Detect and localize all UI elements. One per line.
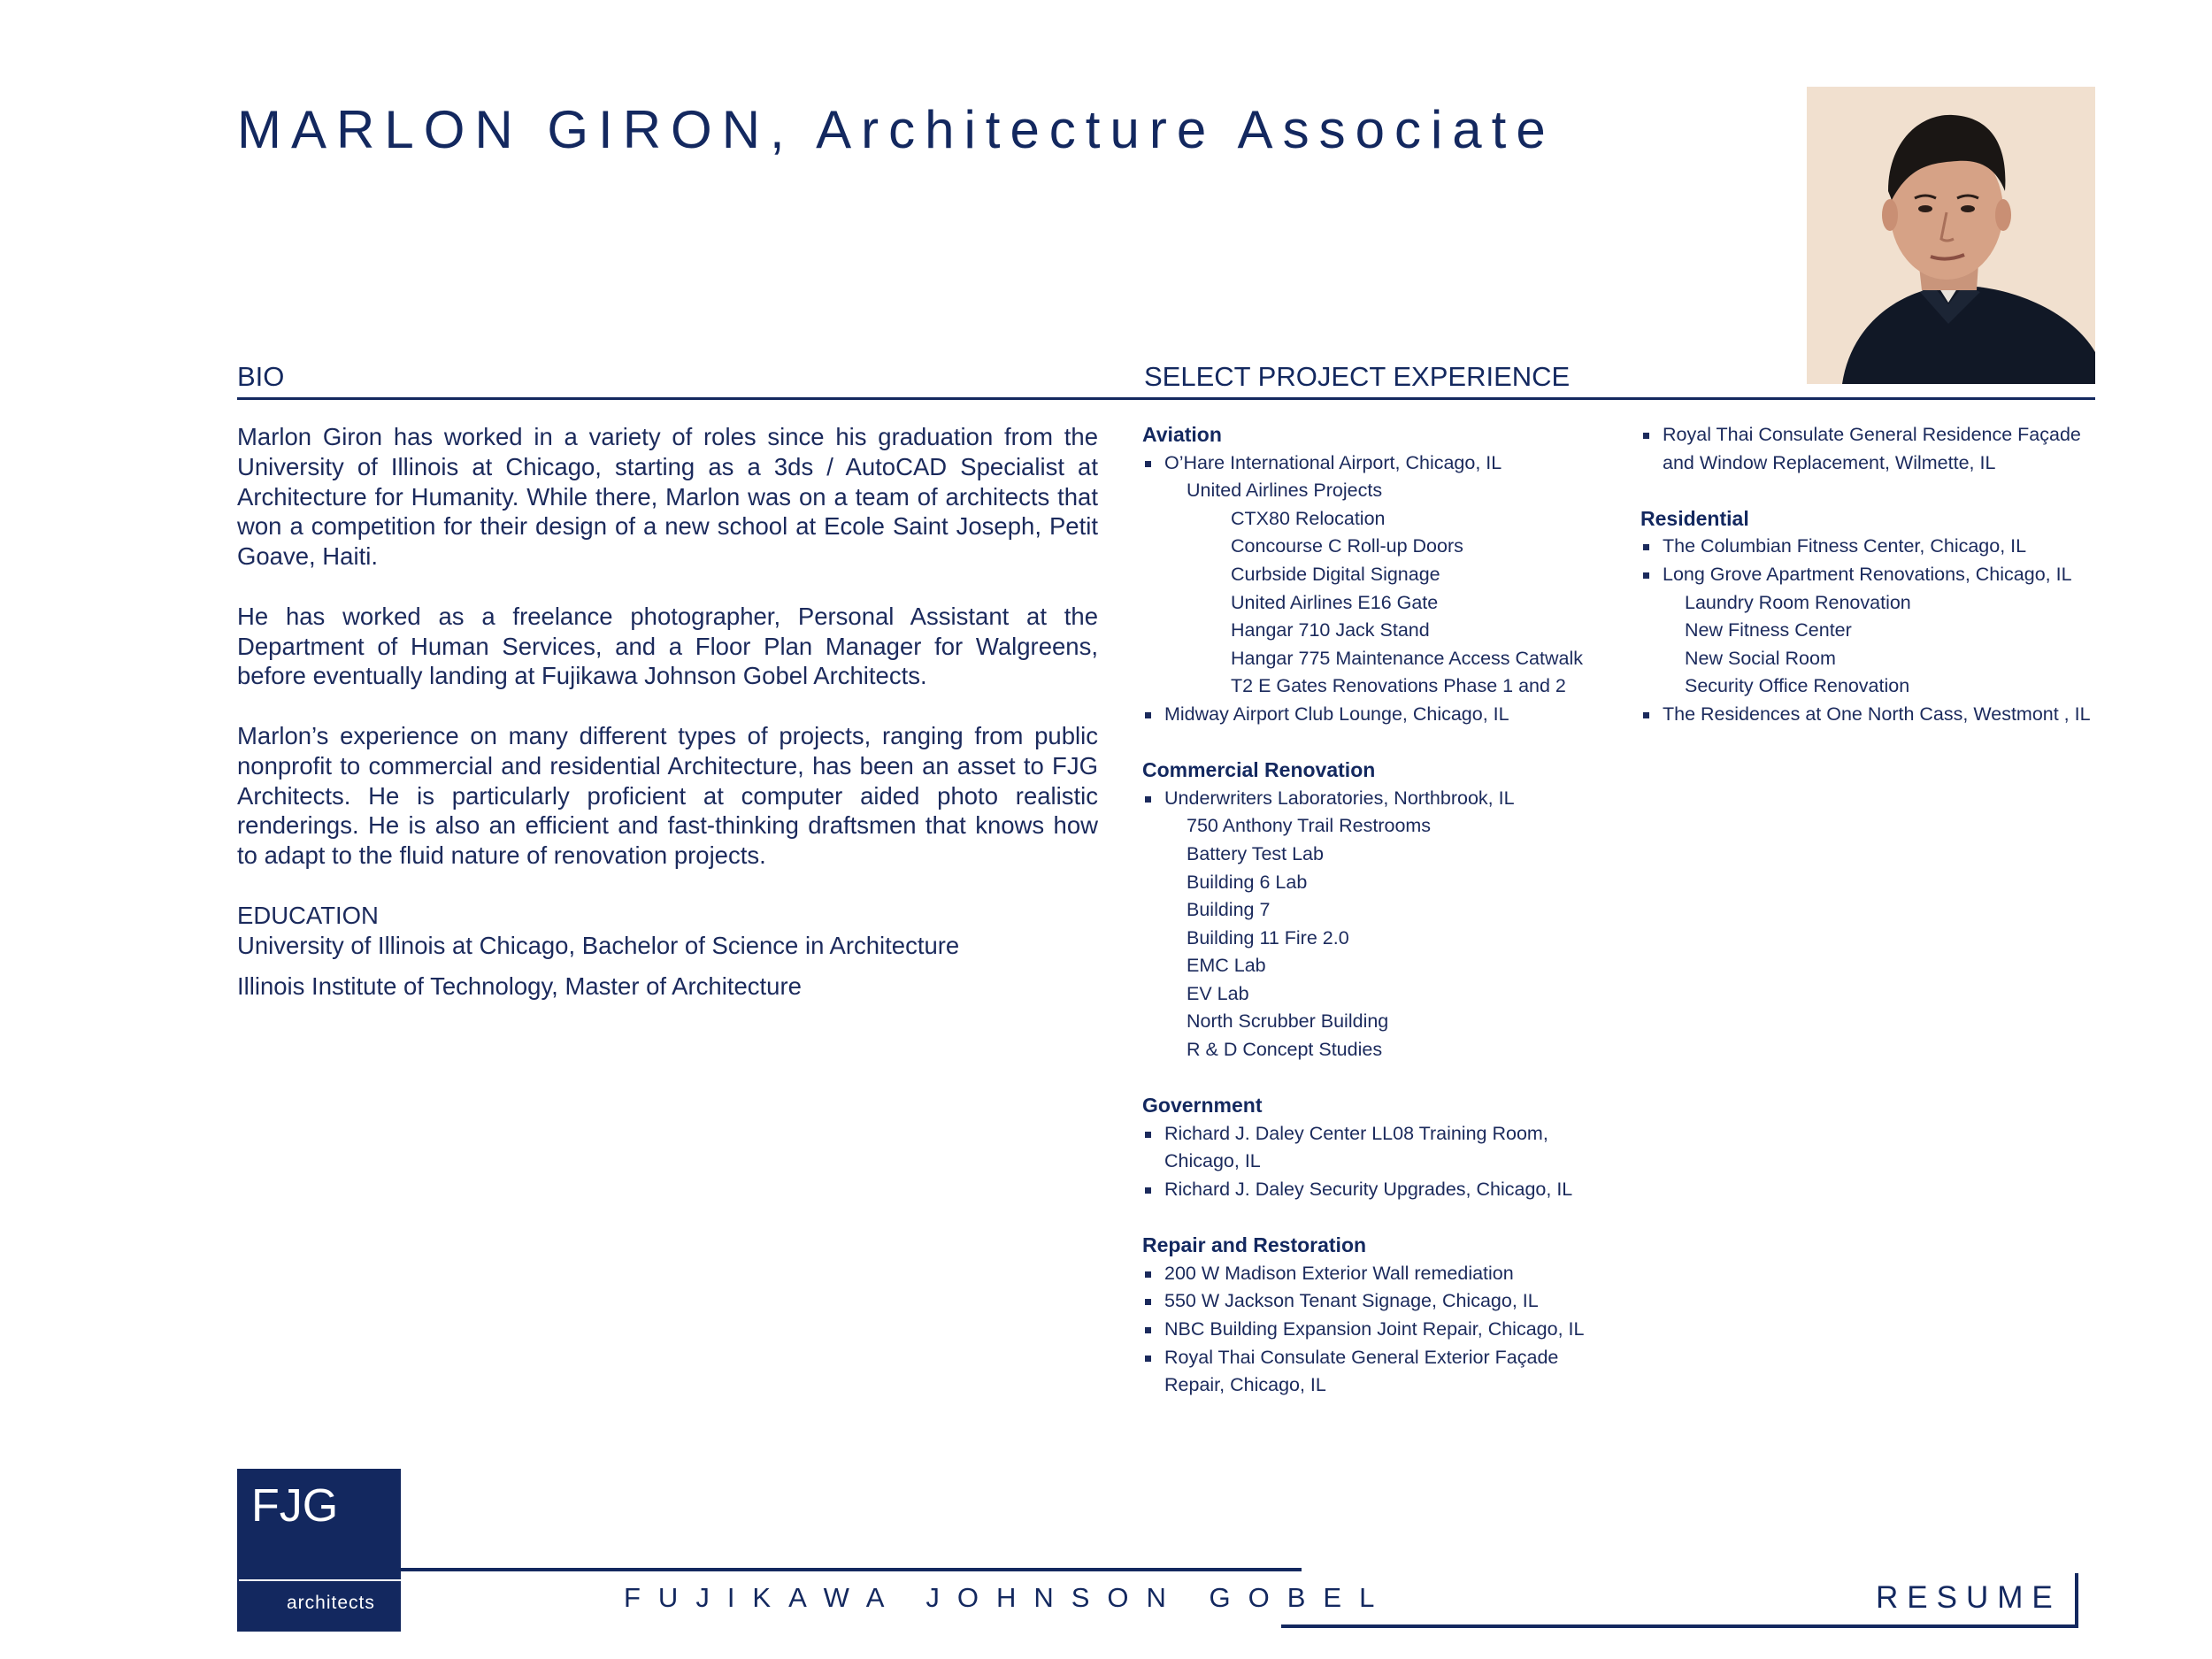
project-subitem: Hangar 710 Jack Stand	[1231, 619, 1430, 641]
bio-paragraph: He has worked as a freelance photographer, Personal Assistant at the Department of Human Services, and a Floor Plan Manager for Walgreens, before eventually landing at Fujikawa Johnson Gobel Architects.	[237, 602, 1098, 690]
project-item: NBC Building Expansion Joint Repair, Chicago, IL	[1142, 1316, 1638, 1344]
logo-text: FJG	[251, 1480, 339, 1532]
project-subitem: EV Lab	[1187, 982, 1249, 1004]
bio-heading: BIO	[237, 361, 285, 392]
project-experience-heading: SELECT PROJECT EXPERIENCE	[1144, 361, 1571, 392]
footer-rule	[1281, 1624, 2078, 1628]
project-subitem: Security Office Renovation	[1685, 675, 1910, 697]
category-residential: Residential	[1640, 506, 1749, 530]
project-subgroup: United Airlines Projects	[1187, 480, 1383, 502]
page-title: MARLON GIRON, Architecture Associate	[237, 100, 1555, 159]
project-subitem: Hangar 775 Maintenance Access Catwalk	[1231, 647, 1583, 669]
project-list-left	[1142, 421, 1638, 1400]
project-subitem: Building 6 Lab	[1187, 871, 1308, 893]
category-government: Government	[1142, 1094, 1263, 1118]
footer-rule	[401, 1568, 1302, 1571]
project-subitem: CTX80 Relocation	[1231, 507, 1386, 529]
project-item: The Columbian Fitness Center, Chicago, IL	[1640, 533, 2101, 561]
education-item: Illinois Institute of Technology, Master of Architecture	[237, 972, 802, 1001]
project-item: 200 W Madison Exterior Wall remediation	[1142, 1260, 1638, 1288]
project-item: Underwriters Laboratories, Northbrook, IL	[1142, 785, 1638, 813]
education-heading: EDUCATION	[237, 901, 379, 929]
logo-subtext: architects	[287, 1593, 375, 1613]
category-aviation: Aviation	[1142, 423, 1222, 446]
firm-name: FUJIKAWA JOHNSON GOBEL	[624, 1582, 1393, 1613]
project-subitem: T2 E Gates Renovations Phase 1 and 2	[1231, 675, 1566, 697]
bio-paragraph: Marlon’s experience on many different types of projects, ranging from public nonprofit to commercial and residential Architecture, has been an asset to FJG Architects. He is particularly proficient at computer aided photo realistic renderings. He is also an efficient and fast-thinking draftsmen that knows how to adapt to the fluid nature of renovation projects.	[237, 721, 1098, 870]
category-commercial-renovation: Commercial Renovation	[1142, 758, 1376, 782]
project-subitem: EMC Lab	[1187, 955, 1266, 977]
category-repair-restoration: Repair and Restoration	[1142, 1233, 1367, 1257]
profile-photo	[1807, 87, 2095, 384]
project-subitem: Building 11 Fire 2.0	[1187, 926, 1349, 949]
project-subitem: Concourse C Roll-up Doors	[1231, 535, 1463, 557]
footer-rule	[2075, 1573, 2078, 1628]
project-subitem: New Social Room	[1685, 647, 1836, 669]
bio-paragraph: Marlon Giron has worked in a variety of roles since his graduation from the University of Illinois at Chicago, starting as a 3ds / AutoCAD Specialist at Architecture for Humanity. While there, Marlon was on a team of architects that won a competition for their design of a new school at Ecole Saint Joseph, Petit Goave, Haiti.	[237, 423, 1098, 571]
project-item: 550 W Jackson Tenant Signage, Chicago, IL	[1142, 1287, 1638, 1316]
section-divider	[237, 397, 2095, 400]
project-item: O’Hare International Airport, Chicago, IL	[1142, 449, 1638, 478]
project-item: Royal Thai Consulate General Residence Façade and Window Replacement, Wilmette, IL	[1640, 421, 2109, 477]
project-item: The Residences at One North Cass, Westmont , IL	[1640, 701, 2101, 729]
education-item: University of Illinois at Chicago, Bachelor of Science in Architecture	[237, 931, 960, 959]
project-subitem: New Fitness Center	[1685, 619, 1852, 641]
project-subitem: Laundry Room Renovation	[1685, 591, 1911, 613]
project-subitem: Battery Test Lab	[1187, 842, 1324, 864]
project-item: Richard J. Daley Center LL08 Training Room, Chicago, IL	[1142, 1120, 1580, 1176]
project-item: Royal Thai Consulate General Exterior Façade Repair, Chicago, IL	[1142, 1344, 1580, 1400]
document-type-label: RESUME	[1876, 1580, 2062, 1615]
bio-section	[237, 422, 1098, 1002]
logo-divider	[239, 1579, 401, 1581]
portrait-image	[1807, 87, 2095, 384]
project-item: Richard J. Daley Security Upgrades, Chicago, IL	[1142, 1176, 1638, 1204]
project-subitem: R & D Concept Studies	[1187, 1039, 1383, 1061]
project-subitem: North Scrubber Building	[1187, 1010, 1389, 1033]
project-subitem: Building 7	[1187, 899, 1271, 921]
project-item: Long Grove Apartment Renovations, Chicago, IL	[1640, 561, 2101, 589]
project-list-right	[1640, 421, 2101, 729]
project-subitem: 750 Anthony Trail Restrooms	[1187, 815, 1432, 837]
project-item: Midway Airport Club Lounge, Chicago, IL	[1142, 701, 1638, 729]
project-subitem: United Airlines E16 Gate	[1231, 591, 1439, 613]
project-subitem: Curbside Digital Signage	[1231, 563, 1440, 585]
